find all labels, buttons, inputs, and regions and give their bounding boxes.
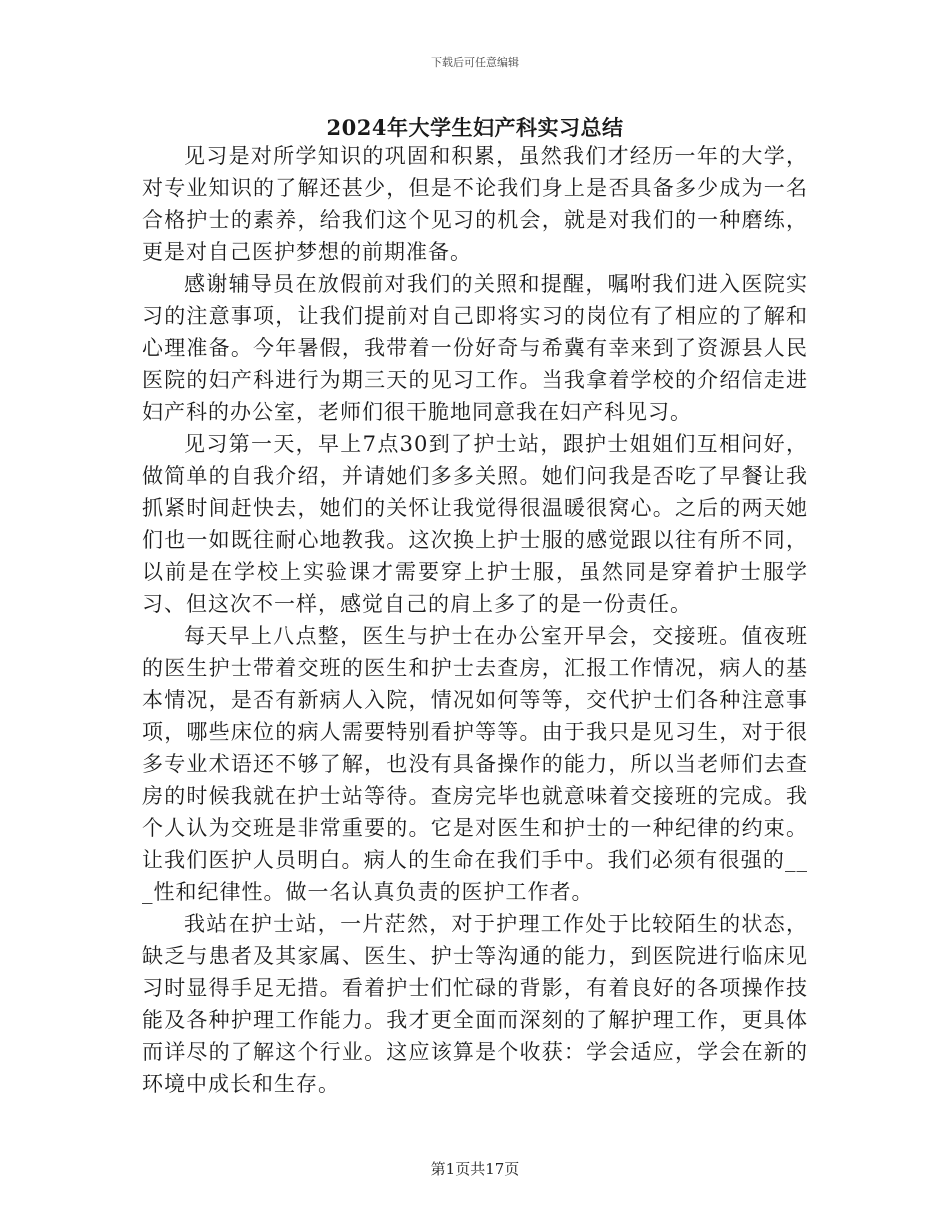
paragraph-3: 见习第一天，早上7点30到了护士站，跟护士姐姐们互相问好，做简单的自我介绍，并请她们多多关照。她们问我是否吃了早餐让我抓紧时间赶快去，她们的关怀让我觉得很温暖很窝心。之后的两天她们也一如既往耐心地教我。这次换上护士服的感觉跟以往有所不同，以前是在学校上实验课才需要穿上护士服，虽然同是穿着护士服学习、但这次不一样，感觉自己的肩上多了的是一份责任。 [142, 432, 808, 616]
paragraph-4: 每天早上八点整，医生与护士在办公室开早会，交接班。值夜班的医生护士带着交班的医生和护士去查房，汇报工作情况，病人的基本情况，是否有新病人入院，情况如何等等，交代护士们各种注意事项，哪些床位的病人需要特别看护等等。由于我只是见习生，对于很多专业术语还不够了解，也没有具备操作的能力，所以当老师们去查房的时候我就在护士站等待。查房完毕也就意味着交接班的完成。我个人认为交班是非常重要的。它是对医生和护士的一种纪律的约束。让我们医护人员明白。病人的生命在我们手中。我们必须有很强的___性和纪律性。做一名认真负责的医护工作者。 [142, 624, 808, 904]
document-body [142, 140, 808, 1100]
paragraph-2: 感谢辅导员在放假前对我们的关照和提醒，嘱咐我们进入医院实习的注意事项，让我们提前对自己即将实习的岗位有了相应的了解和心理准备。今年暑假，我带着一份好奇与希冀有幸来到了资源县人民医院的妇产科进行为期三天的见习工作。当我拿着学校的介绍信走进妇产科的办公室，老师们很干脆地同意我在妇产科见习。 [142, 272, 808, 424]
header-note: 下载后可任意编辑 [431, 56, 519, 69]
page-number: 第1页共17页 [430, 1160, 520, 1178]
document-title: 2024年大学生妇产科实习总结 [326, 115, 624, 140]
paragraph-1: 见习是对所学知识的巩固和积累，虽然我们才经历一年的大学，对专业知识的了解还甚少，但是不论我们身上是否具备多少成为一名合格护士的素养，给我们这个见习的机会，就是对我们的一种磨练，更是对自己医护梦想的前期准备。 [142, 144, 808, 264]
paragraph-5: 我站在护士站，一片茫然，对于护理工作处于比较陌生的状态，缺乏与患者及其家属、医生、护士等沟通的能力，到医院进行临床见习时显得手足无措。看着护士们忙碌的背影，有着良好的各项操作技能及各种护理工作能力。我才更全面而深刻的了解护理工作，更具体而详尽的了解这个行业。这应该算是个收获：学会适应，学会在新的环境中成长和生存。 [142, 912, 808, 1096]
